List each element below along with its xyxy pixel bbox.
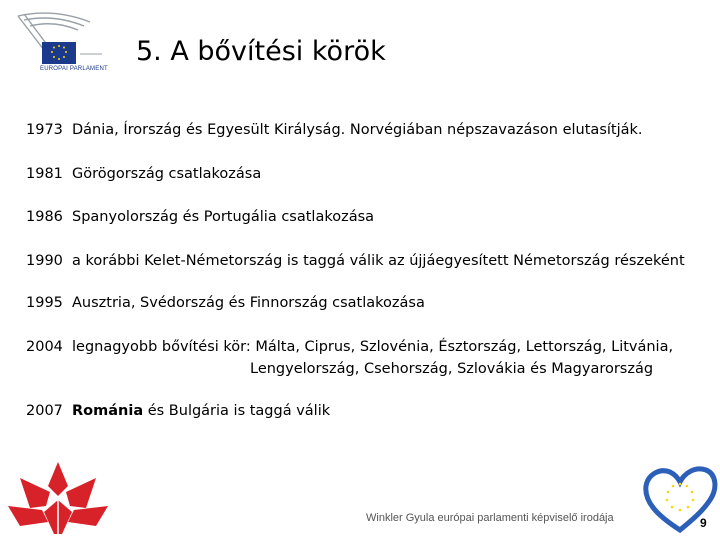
entry-year: 1995	[26, 295, 63, 311]
eu-heart-icon	[640, 460, 720, 536]
entry-year: 2004	[26, 339, 63, 355]
page-number: 9	[700, 516, 707, 530]
entry-text: és Bulgária is taggá válik	[143, 403, 331, 419]
entry-text: Görögország csatlakozása	[72, 166, 262, 182]
entry-text-bold: Románia	[72, 403, 144, 419]
red-flower-logo	[6, 456, 110, 540]
entry-1973	[26, 122, 706, 138]
entry-year: 1986	[26, 209, 63, 225]
entry-1981	[26, 166, 706, 182]
entry-text: Spanyolország és Portugália csatlakozása	[72, 209, 375, 225]
entry-text: a korábbi Kelet-Németország is taggá válik az újjáegyesített Németország részeként	[72, 253, 685, 269]
entry-2004	[26, 339, 706, 377]
entry-text: Ausztria, Svédország és Finnország csatlakozása	[72, 295, 425, 311]
entry-text: legnagyobb bővítési kör: Málta, Ciprus, Szlovénia, Észtország, Lettország, Litvánia,	[72, 339, 674, 355]
entry-year: 2007	[26, 403, 63, 419]
entry-text: Dánia, Írország és Egyesült Királyság. Norvégiában népszavazáson elutasítják.	[72, 122, 643, 138]
entry-2007	[26, 403, 706, 419]
entry-text-line2: Lengyelország, Csehország, Szlovákia és Magyarország	[250, 361, 654, 377]
entry-1990	[26, 253, 706, 269]
entry-year: 1981	[26, 166, 63, 182]
entry-year: 1973	[26, 122, 63, 138]
footer-text: Winkler Gyula európai parlamenti képviselő irodája	[366, 512, 614, 524]
entry-1986	[26, 209, 706, 225]
entry-year: 1990	[26, 253, 63, 269]
entry-1995	[26, 295, 706, 311]
page-title: 5. A bővítési körök	[136, 36, 386, 67]
logo-caption: EUROPAI PARLAMENT	[40, 66, 108, 72]
